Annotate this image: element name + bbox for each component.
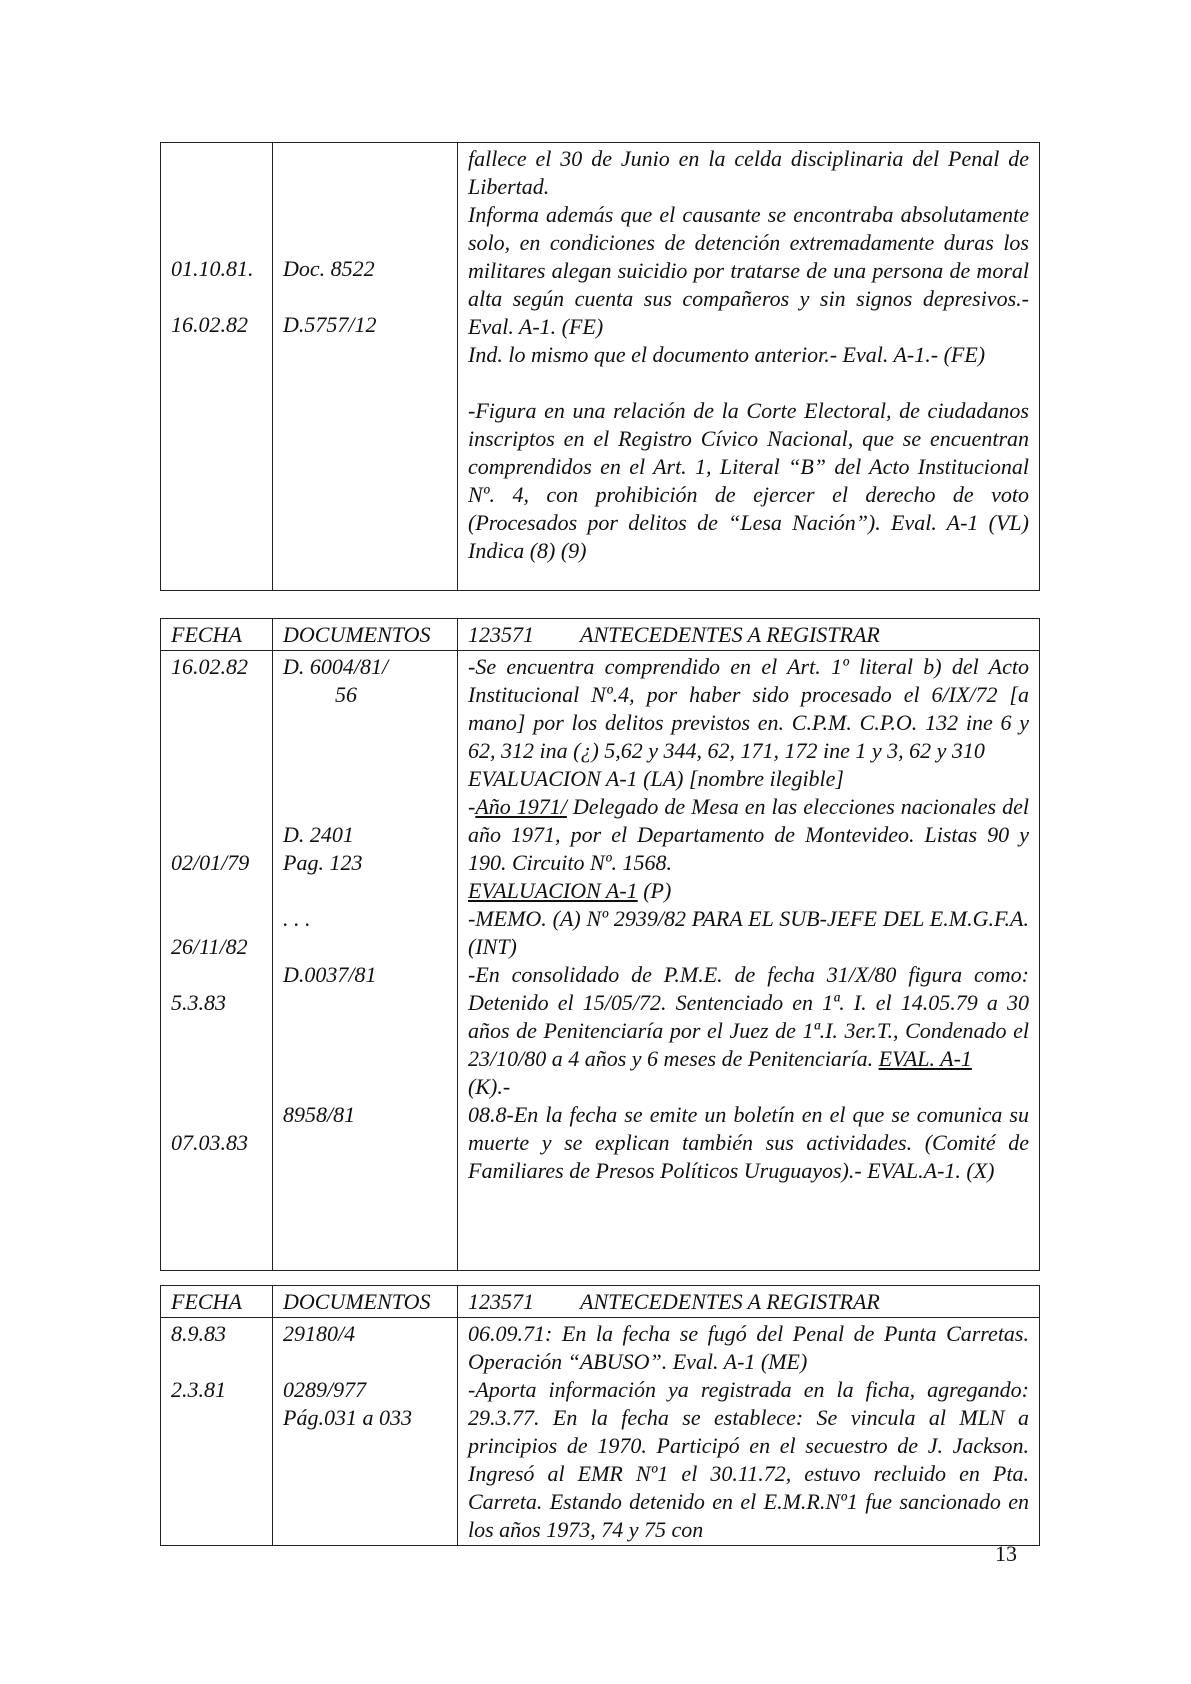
fecha-value: 07.03.83	[171, 1130, 248, 1155]
documento-value: 0289/977	[283, 1377, 367, 1402]
header-documentos: DOCUMENTOS	[273, 619, 458, 651]
fecha-cell	[161, 1318, 273, 1546]
eval-label: EVAL. A-1	[878, 1046, 972, 1071]
records-table-3	[160, 1285, 1040, 1546]
page-number: 13	[995, 1541, 1017, 1566]
antecedente-text: -Aporta información ya registrada en la ficha, agregando: 29.3.77. En la fecha se establece: Se vincula al MLN a principios de 1970. Participó en el secuestro de J. Jackson. Ingresó al EMR Nº1 el 30.11.72, estuvo recluido en Pta. Carreta. Estando detenido en el E.M.R.Nº1 fue sancionado en los años 1973, 74 y 75 con	[468, 1377, 1029, 1542]
fecha-value: 01.10.81.	[171, 256, 254, 281]
documento-value: 56	[335, 682, 357, 707]
antecedente-text: -Se encuentra comprendido en el Art. 1º literal b) del Acto Institucional Nº.4, por haber sido procesado el 6/IX/72 [a mano] por los delitos previstos en. C.P.M. C.P.O. 132 ine 6 y 62, 312 ina (¿) 5,62 y 344, 62, 171, 172 ine 1 y 3, 62 y 310	[468, 654, 1029, 763]
header-id: 123571	[468, 622, 534, 647]
antecedente-text: -Figura en una relación de la Corte Electoral, de ciudadanos inscriptos en el Registro Cívico Nacional, que se encuentran comprendidos en el Art. 1, Literal “B” del Acto Institucional Nº. 4, con prohibición de ejercer el derecho de voto (Procesados por delitos de “Lesa Nación”). Eval. A-1 (VL) Indica (8) (9)	[468, 398, 1029, 563]
table-header-row	[161, 619, 1040, 651]
fecha-value: 16.02.82	[171, 312, 248, 337]
records-table-2	[160, 618, 1040, 1271]
documento-value: 29180/4	[283, 1321, 356, 1346]
documento-value: . . .	[283, 906, 311, 931]
fecha-cell	[161, 143, 273, 591]
antecedente-text: -Año 1971/ Delegado de Mesa en las elecciones nacionales del año 1971, por el Departamento de Montevideo. Listas 90 y 190. Circuito Nº. 1568. EVALUACION A-1 (P)	[468, 794, 1029, 903]
documento-value: D.5757/12	[283, 312, 377, 337]
documento-cell	[273, 143, 458, 591]
antecedente-text: Ind. lo mismo que el documento anterior.- Eval. A-1.- (FE)	[468, 342, 986, 367]
fecha-value: 5.3.83	[171, 990, 226, 1015]
records-table-continuation	[160, 142, 1040, 591]
documento-value: Pág.031 a 033	[283, 1405, 412, 1430]
documento-value: 8958/81	[283, 1102, 356, 1127]
antecedente-text: -En consolidado de P.M.E. de fecha 31/X/80 figura como: Detenido el 15/05/72. Sentenciado en 1ª. I. el 14.05.79 a 30 años de Penitenciaría por el Juez de 1ª.I. 3er.T., Condenado el 23/10/80 a 4 años y 6 meses de Penitenciaría. EVAL. A-1	[468, 962, 1029, 1071]
header-id: 123571	[468, 1289, 534, 1314]
documento-value: D.0037/81	[283, 962, 377, 987]
antecedente-text: EVALUACION A-1 (LA) [nombre ilegible]	[468, 766, 844, 791]
header-antecedentes-label: ANTECEDENTES A REGISTRAR	[580, 622, 880, 647]
header-fecha: FECHA	[161, 619, 273, 651]
documento-value: Doc. 8522	[283, 256, 375, 281]
header-fecha: FECHA	[161, 1286, 273, 1318]
antecedente-text: -MEMO. (A) Nº 2939/82 PARA EL SUB-JEFE DEL E.M.G.F.A. (INT)	[468, 906, 1029, 959]
table-row	[161, 143, 1040, 591]
fecha-cell	[161, 651, 273, 1271]
fecha-value: 2.3.81	[171, 1377, 226, 1402]
documento-value: D. 6004/81/	[283, 654, 389, 679]
header-documentos: DOCUMENTOS	[273, 1286, 458, 1318]
table-row	[161, 1318, 1040, 1546]
antecedente-text: 08.8-En la fecha se emite un boletín en el que se comunica su muerte y se explican también sus actividades. (Comité de Familiares de Presos Políticos Uruguayos).- EVAL.A-1. (X)	[468, 1102, 1029, 1183]
evaluacion-label: EVALUACION A-1	[468, 878, 638, 903]
header-antecedentes	[458, 619, 1040, 651]
antecedentes-cell	[458, 651, 1040, 1271]
documento-cell	[273, 651, 458, 1271]
antecedentes-cell	[458, 143, 1040, 591]
header-antecedentes	[458, 1286, 1040, 1318]
header-antecedentes-label: ANTECEDENTES A REGISTRAR	[580, 1289, 880, 1314]
fecha-value: 8.9.83	[171, 1321, 226, 1346]
antecedente-text: Informa además que el causante se encontraba absolutamente solo, en condiciones de detención extremadamente duras los militares alegan suicidio por tratarse de una persona de moral alta según cuenta sus compañeros y sin signos depresivos.- Eval. A-1. (FE)	[468, 202, 1029, 339]
fecha-value: 16.02.82	[171, 654, 248, 679]
documento-value: Pag. 123	[283, 850, 363, 875]
table-header-row	[161, 1286, 1040, 1318]
documento-cell	[273, 1318, 458, 1546]
antecedente-text: fallece el 30 de Junio en la celda disciplinaria del Penal de Libertad.	[468, 146, 1029, 199]
antecedentes-cell	[458, 1318, 1040, 1546]
fecha-value: 26/11/82	[171, 934, 248, 959]
documento-value: D. 2401	[283, 822, 354, 847]
antecedente-text: 06.09.71: En la fecha se fugó del Penal de Punta Carretas. Operación “ABUSO”. Eval. A-1 (ME)	[468, 1321, 1029, 1374]
fecha-value: 02/01/79	[171, 850, 250, 875]
antecedente-text: (K).-	[468, 1074, 511, 1099]
table-row	[161, 651, 1040, 1271]
